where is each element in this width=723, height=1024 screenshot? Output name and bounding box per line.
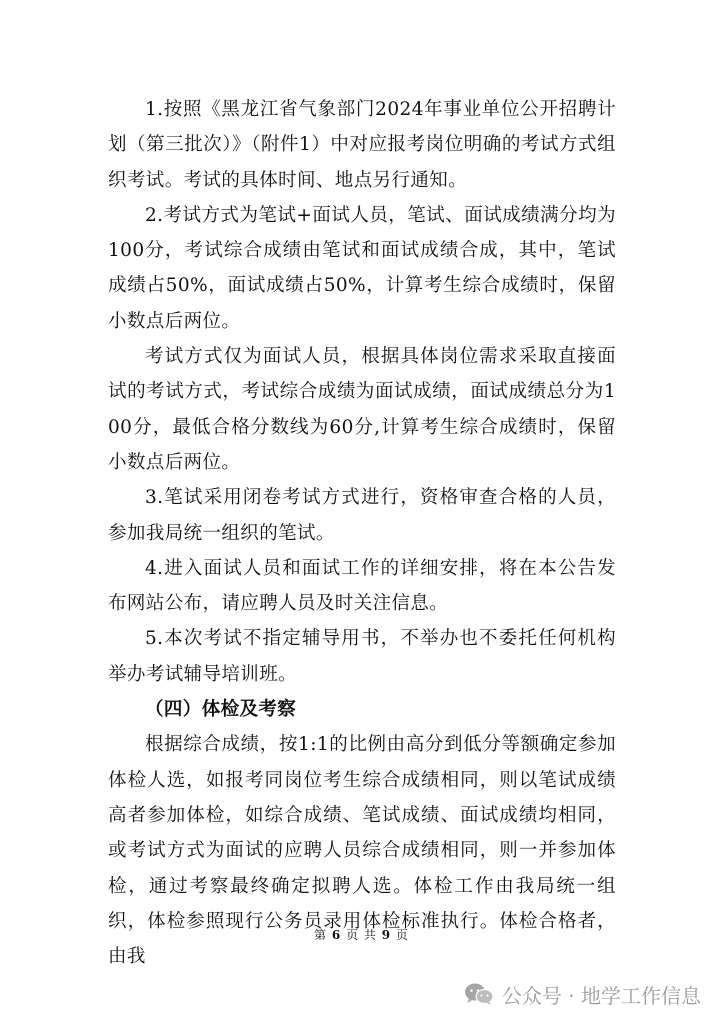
footer-suffix: 页 bbox=[395, 928, 409, 942]
watermark-text: 公众号 · 地学工作信息 bbox=[501, 983, 701, 1008]
footer-current-page: 6 bbox=[331, 928, 342, 942]
wechat-icon bbox=[464, 982, 494, 1006]
paragraph-interview-only-scoring: 考试方式仅为面试人员，根据具体岗位需求采取直接面试的考试方式，考试综合成绩为面试成绩，面试成绩总分为100分，最低合格分数线为60分,计算考生综合成绩时，保留小数点后两位。 bbox=[108, 346, 616, 473]
paragraph-interview-arrangements: 4.进入面试人员和面试工作的详细安排，将在本公告发布网站公布，请应聘人员及时关注信息。 bbox=[108, 557, 616, 615]
page-number-footer bbox=[0, 926, 723, 943]
paragraph-medical-exam: 根据综合成绩，按1:1的比例由高分到低分等额确定参加体检人选，如报考同岗位考生综合成绩相同，则以笔试成绩高者参加体检，如综合成绩、笔试成绩、面试成绩均相同，或考试方式为面试的应聘人员综合成绩相同，则一并参加体检，通过考察最终确定拟聘人选。体检工作由我局统一组织，体检参照现行公务员录用体检标准执行。体检合格者，由我 bbox=[108, 734, 616, 968]
paragraph-written-interview-scoring: 2.考试方式为笔试+面试人员，笔试、面试成绩满分均为100分，考试综合成绩由笔试和面试成绩合成，其中，笔试成绩占50%，面试成绩占50%，计算考生综合成绩时，保留小数点后两位。 bbox=[108, 204, 616, 332]
paragraph-closed-book-exam: 3.笔试采用闭卷考试方式进行，资格审查合格的人员，参加我局统一组织的笔试。 bbox=[108, 487, 616, 544]
footer-prefix: 第 bbox=[314, 928, 328, 942]
paragraph-exam-organization: 1.按照《黑龙江省气象部门2024年事业单位公开招聘计划（第三批次）》（附件1）中对应报考岗位明确的考试方式组织考试。考试的具体时间、地点另行通知。 bbox=[108, 99, 616, 191]
section-heading-medical-exam: （四）体检及考察 bbox=[145, 699, 297, 721]
footer-middle: 页 共 bbox=[346, 928, 377, 942]
wechat-watermark bbox=[464, 978, 701, 1010]
paragraph-no-tutoring: 5.本次考试不指定辅导用书，不举办也不委托任何机构举办考试辅导培训班。 bbox=[108, 628, 616, 685]
document-body bbox=[108, 92, 616, 974]
footer-total-pages: 9 bbox=[381, 928, 392, 942]
